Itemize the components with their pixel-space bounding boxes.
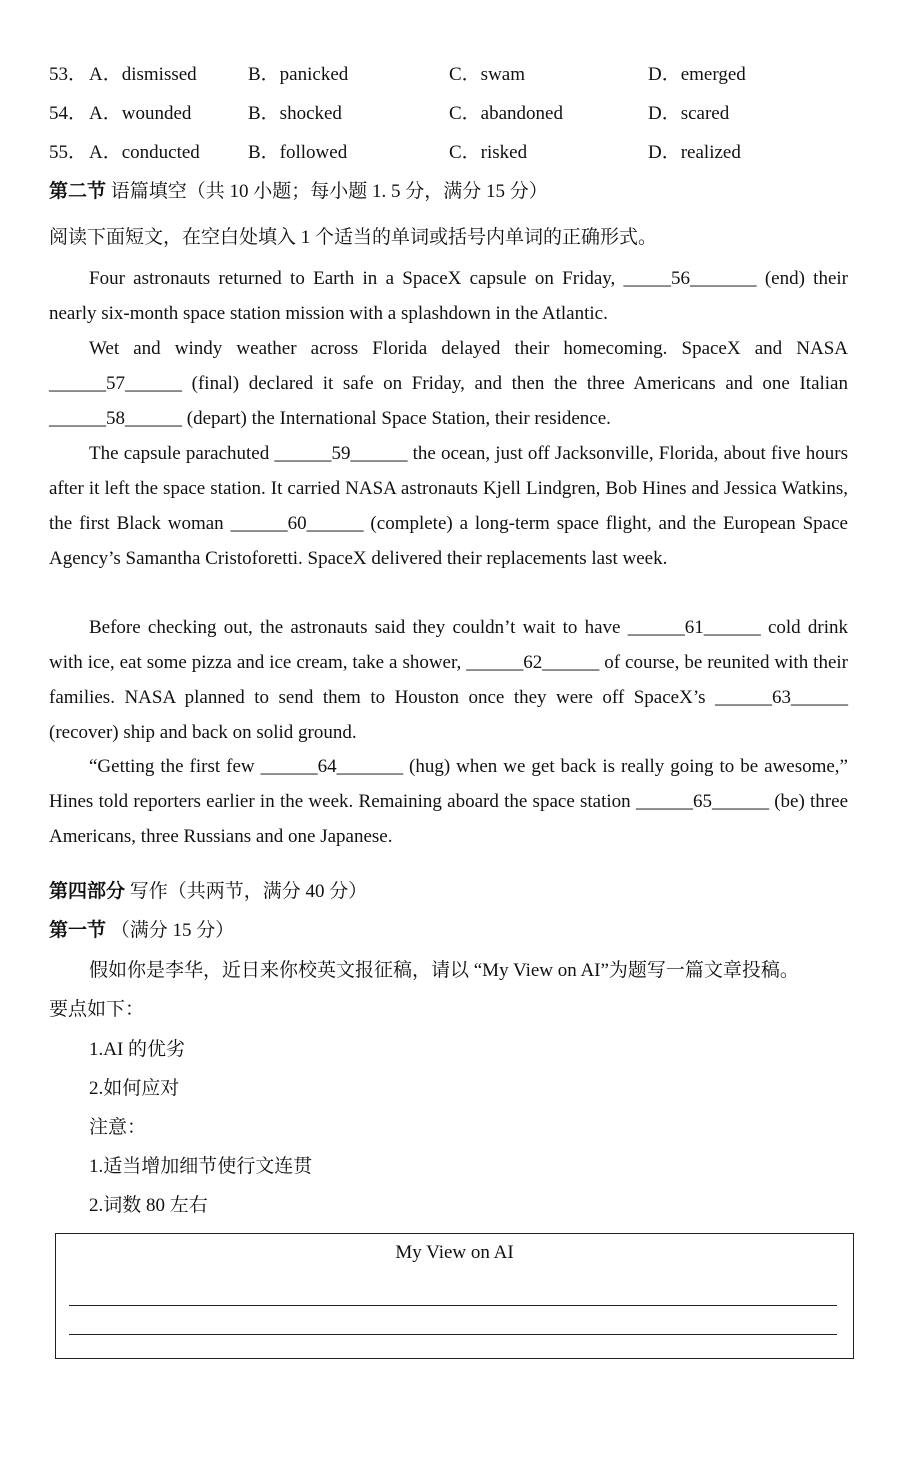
passage-paragraph-2 bbox=[49, 331, 848, 436]
option-d: D．realized bbox=[648, 142, 741, 163]
option-d: D．emerged bbox=[648, 64, 746, 85]
option-a: A．wounded bbox=[89, 103, 192, 124]
passage-text: Wet and windy weather across Florida delayed their homecoming. SpaceX and NASA bbox=[89, 338, 848, 359]
blank-65[interactable]: ______65______ bbox=[635, 791, 769, 812]
section-2-instruction: 阅读下面短文，在空白处填入 1 个适当的单词或括号内单词的正确形式。 bbox=[49, 227, 658, 248]
writing-task-prompt: 假如你是李华，近日来你校英文报征稿，请以 “My View on AI”为题写一篇文章投稿。 bbox=[89, 960, 799, 981]
passage-paragraph-3 bbox=[49, 436, 848, 576]
note-label: 注意： bbox=[89, 1117, 147, 1138]
essay-answer-box[interactable] bbox=[55, 1233, 854, 1359]
option-b: B．followed bbox=[248, 142, 348, 163]
passage-text: (be) three Americans, three Russians and one Japanese. bbox=[49, 791, 849, 847]
passage-text: The capsule parachuted bbox=[89, 443, 275, 464]
note-1: 1.适当增加细节使行文连贯 bbox=[89, 1156, 313, 1177]
option-b: B．shocked bbox=[248, 103, 342, 124]
blank-56[interactable]: _____56_______ bbox=[623, 268, 757, 289]
passage-text: of course, be reunited with their families. NASA planned to send them to Houston once they were off SpaceX’s bbox=[49, 652, 848, 708]
question-55-options bbox=[49, 137, 849, 163]
section-2-label: 第二节 bbox=[49, 181, 107, 202]
answer-line[interactable] bbox=[69, 1305, 837, 1306]
blank-64[interactable]: ______64_______ bbox=[260, 756, 404, 777]
blank-58[interactable]: ______58______ bbox=[49, 408, 182, 429]
option-d: D．scared bbox=[648, 103, 730, 124]
writing-point-1: 1.AI 的优劣 bbox=[89, 1039, 186, 1060]
passage-paragraph-1 bbox=[49, 261, 848, 331]
question-number: 55． bbox=[49, 142, 88, 163]
note-2: 2.词数 80 左右 bbox=[89, 1195, 208, 1216]
writing-point-2: 2.如何应对 bbox=[89, 1078, 180, 1099]
answer-line[interactable] bbox=[69, 1334, 837, 1335]
passage-text: (end) their nearly six-month space station mission with a splashdown in the Atlantic. bbox=[49, 268, 848, 324]
option-a: A．conducted bbox=[89, 142, 200, 163]
option-c: C．swam bbox=[449, 64, 526, 85]
option-b: B．panicked bbox=[248, 64, 349, 85]
passage-text: (depart) the International Space Station, their residence. bbox=[182, 408, 611, 429]
passage-paragraph-4 bbox=[49, 610, 848, 750]
question-number: 54． bbox=[49, 103, 88, 124]
writing-task-points-intro: 要点如下： bbox=[49, 999, 145, 1020]
question-54-options bbox=[49, 98, 849, 124]
section-1-description: （满分 15 分） bbox=[106, 920, 235, 941]
section-2-heading bbox=[49, 176, 548, 203]
question-53-options bbox=[49, 59, 849, 85]
passage-text: Four astronauts returned to Earth in a SpaceX capsule on Friday, bbox=[89, 268, 624, 289]
passage-text: (recover) ship and back on solid ground. bbox=[49, 722, 357, 743]
passage-text: (final) declared it safe on Friday, and then the three Americans and one Italian bbox=[182, 373, 848, 394]
passage-text: (hug) when we get back is really going to be awesome,” Hines told reporters earlier in the week. Remaining aboard the space station bbox=[49, 756, 848, 812]
blank-63[interactable]: ______63______ bbox=[715, 687, 848, 708]
passage-text: “Getting the first few bbox=[89, 756, 261, 777]
part-4-heading bbox=[49, 876, 367, 903]
part-4-description: 写作（共两节，满分 40 分） bbox=[125, 881, 368, 902]
option-c: C．risked bbox=[449, 142, 528, 163]
passage-paragraph-5 bbox=[49, 749, 848, 854]
section-2-description: 语篇填空（共 10 小题；每小题 1. 5 分，满分 15 分） bbox=[106, 181, 548, 202]
blank-59[interactable]: ______59______ bbox=[274, 443, 408, 464]
passage-text: Before checking out, the astronauts said they couldn’t wait to have bbox=[89, 617, 628, 638]
passage-text: (complete) a long-term space flight, and the European Space Agency’s Samantha Cristoforetti. SpaceX delivered their replacements last week. bbox=[49, 513, 848, 569]
essay-title: My View on AI bbox=[395, 1242, 514, 1263]
passage-text: cold drink with ice, eat some pizza and ice cream, take a shower, bbox=[49, 617, 848, 673]
blank-62[interactable]: ______62______ bbox=[466, 652, 600, 673]
blank-57[interactable]: ______57______ bbox=[49, 373, 182, 394]
passage-text: the ocean, just off Jacksonville, Florida, about five hours after it left the space station. It carried NASA astronauts Kjell Lindgren, Bob Hines and Jessica Watkins, the first Black woman bbox=[49, 443, 848, 534]
part-4-label: 第四部分 bbox=[49, 881, 126, 902]
option-a: A．dismissed bbox=[89, 64, 197, 85]
part-4-section-1-heading bbox=[49, 915, 234, 942]
section-1-label: 第一节 bbox=[49, 920, 107, 941]
blank-61[interactable]: ______61______ bbox=[627, 617, 761, 638]
option-c: C．abandoned bbox=[449, 103, 563, 124]
question-number: 53． bbox=[49, 64, 88, 85]
blank-60[interactable]: ______60______ bbox=[230, 513, 364, 534]
